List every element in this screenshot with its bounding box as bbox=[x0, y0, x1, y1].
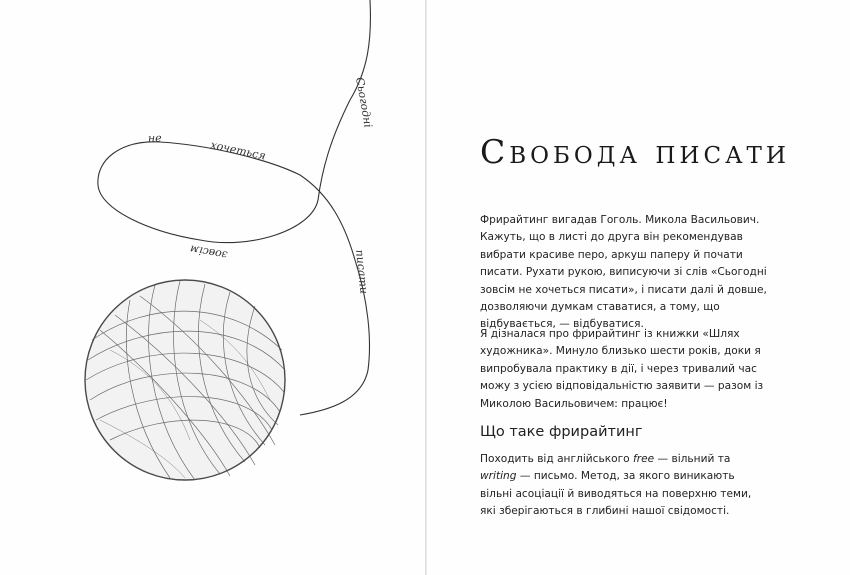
term-italic: free bbox=[633, 453, 655, 465]
handwriting-word: писати bbox=[353, 248, 371, 295]
handwriting-word: зовсім bbox=[189, 242, 229, 262]
term-italic: writing bbox=[480, 470, 517, 483]
paragraph-text: Походить від англійського bbox=[480, 453, 634, 465]
page-title: Свобода писати bbox=[480, 132, 790, 171]
section-heading: Що таке фрирайтинг bbox=[480, 424, 643, 440]
handwriting-word: Сьогодні bbox=[353, 76, 375, 129]
paragraph bbox=[480, 451, 770, 521]
paragraph-text: — вільний та bbox=[654, 453, 731, 465]
paragraph: Фрирайтинг вигадав Гоголь. Микола Васильович. Кажуть, що в листі до друга він рекомендував вибрати красиве перо, аркуш паперу й почати писати. Рухати рукою, виписуючи зі слів «Сьогодні зовсім не хочеться писати», і писати далі й довше, дозволяючи думкам ставатися, а тому, що відбувається, — відбуватися. bbox=[480, 214, 767, 331]
handwriting-word: не bbox=[147, 131, 162, 145]
yarn-ball bbox=[85, 280, 285, 480]
handwriting-word: хочеться bbox=[209, 138, 267, 163]
paragraph: Я дізналася про фрирайтинг із книжки «Шлях художника». Минуло близько шести років, доки я випробувала практику в дії, і через тривалий час можу з усією відповідальністю заявити — разом із Миколою Васильовичем: працює! bbox=[480, 328, 764, 410]
paragraph-text: — письмо. Метод, за якого виникають вільні асоціації й виводяться на поверхню теми, які зберігаються в глибині нашої свідомості. bbox=[480, 470, 752, 518]
